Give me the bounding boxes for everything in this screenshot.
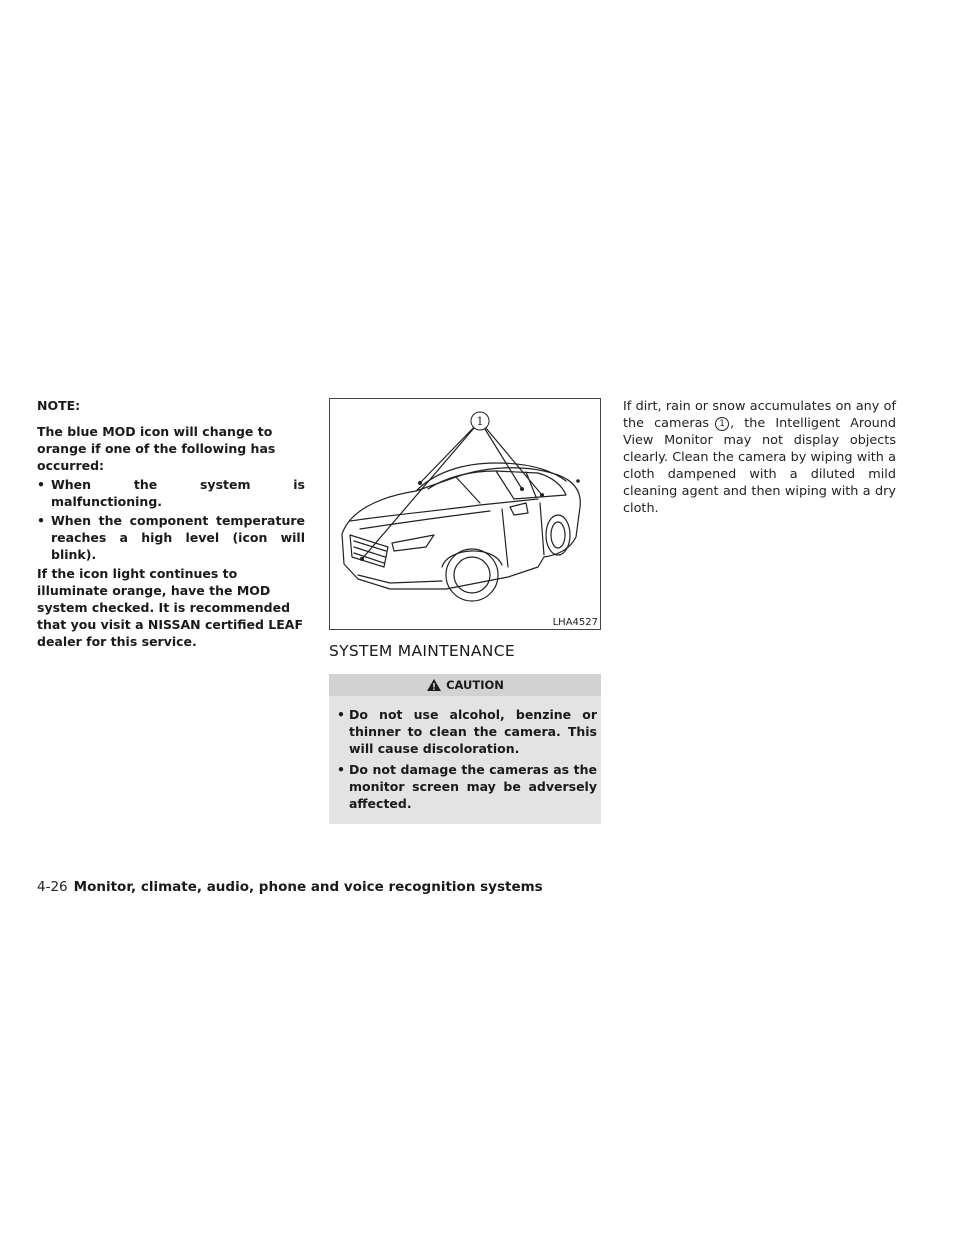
maintenance-column	[329, 398, 601, 824]
caution-box	[329, 674, 601, 824]
bullet-icon: •	[37, 513, 45, 528]
note-section	[37, 398, 305, 652]
caution-list	[333, 706, 597, 812]
bullet-icon: •	[337, 762, 345, 777]
page-number: 4-26	[37, 879, 68, 895]
page-footer	[37, 879, 543, 895]
chapter-title: Monitor, climate, audio, phone and voice recognition systems	[73, 879, 543, 895]
car-illustration	[330, 399, 600, 629]
note-heading: NOTE:	[37, 398, 81, 413]
list-item: • Do not damage the cameras as the monitor screen may be adversely affected.	[333, 761, 597, 812]
bullet-icon: •	[337, 707, 345, 722]
list-item: • Do not use alcohol, benzine or thinner to clean the camera. This will cause discoloration.	[333, 706, 597, 757]
maintenance-paragraph: If dirt, rain or snow accumulates on any of the cameras 1 , the Intelligent Around View Monitor may not display objects clearly. Clean the camera by wiping with a cloth dampened with a diluted mild cleaning agent and then wiping with a dry cloth.	[623, 399, 896, 516]
caution-header	[329, 674, 601, 696]
list-item: • When the system is malfunctioning.	[37, 477, 305, 509]
warning-triangle-icon	[426, 678, 442, 692]
section-heading: SYSTEM MAINTENANCE	[329, 642, 515, 660]
caution-label: CAUTION	[446, 678, 504, 692]
camera-location-figure	[329, 398, 601, 630]
figure-code: LHA4527	[552, 617, 598, 628]
callout-number: 1	[715, 417, 729, 431]
note-bullet-list	[37, 476, 305, 563]
list-item: • When the component temperature reaches a high level (icon will blink).	[37, 513, 305, 562]
figure-callout-number: 1	[476, 415, 484, 428]
bullet-icon: •	[37, 477, 45, 492]
note-conclusion: If the icon light continues to illuminate orange, have the MOD system checked. It is recommended that you visit a NISSAN certified LEAF dealer for this service.	[37, 566, 304, 649]
maintenance-text-column	[623, 398, 896, 517]
note-intro: The blue MOD icon will change to orange if one of the following has occurred:	[37, 424, 276, 473]
